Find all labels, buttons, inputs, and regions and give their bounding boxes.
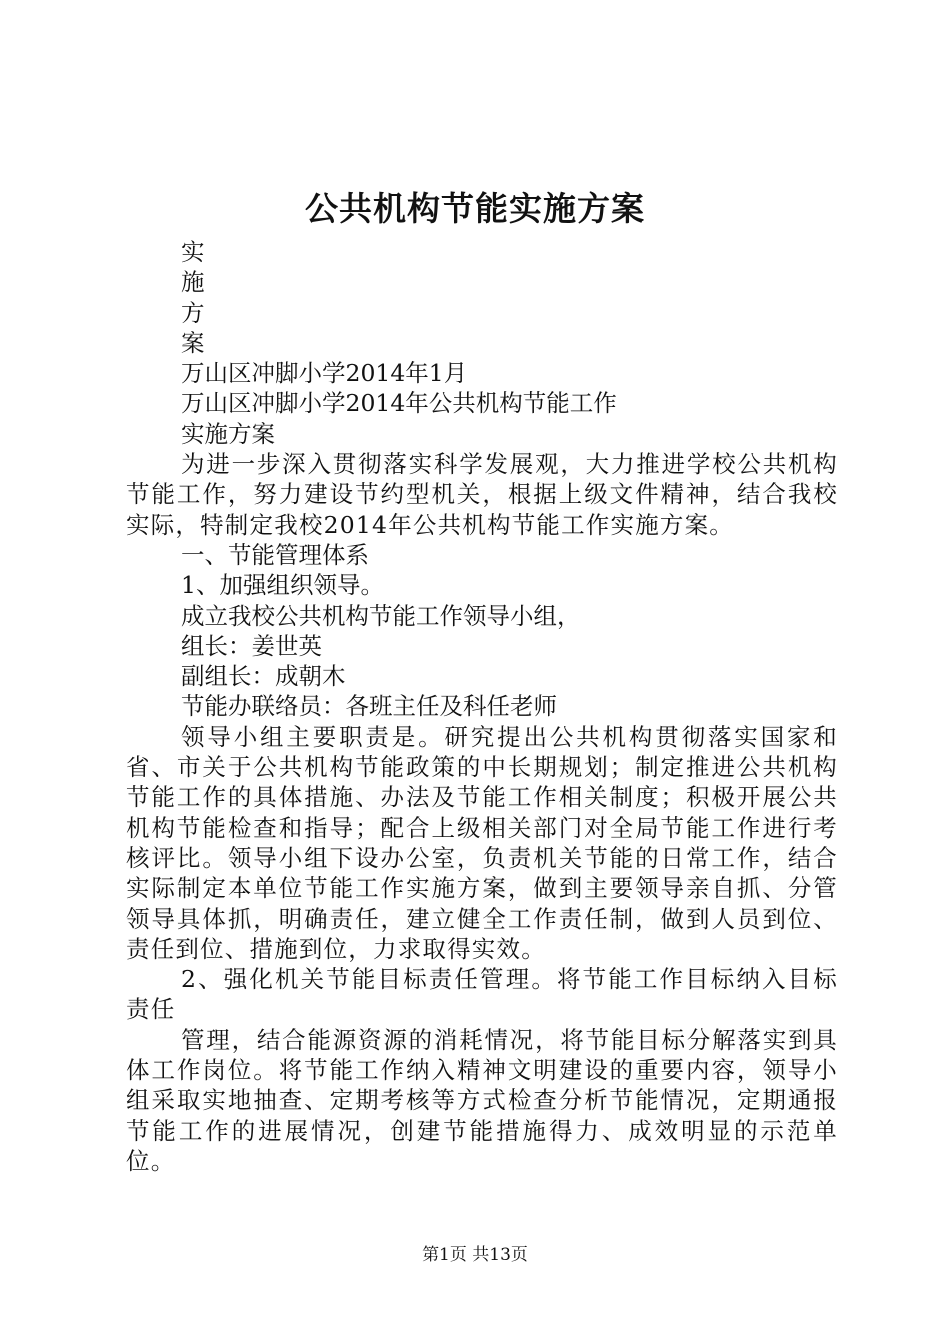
duties-paragraph: 领导小组主要职责是。研究提出公共机构贯彻落实国家和省、市关于公共机构节能政策的中长期规划；制定推进公共机构节能工作的具体措施、办法及节能工作相关制度；积极开展公共机构节能检查和指导；配合上级相关部门对全局节能工作进行考核评比。领导小组下设办公室，负责机关节能的日常工作，结合实际制定本单位节能工作实施方案，做到主要领导亲自抓、分管领导具体抓，明确责任，建立健全工作责任制，做到人员到位、责任到位、措施到位，力求取得实效。 [126,722,838,963]
cover-line-1: 实 [181,238,205,266]
document-title: 公共机构节能实施方案 [305,189,645,228]
section-heading: 一、节能管理体系 [181,540,369,569]
page-footer: 第1页 共13页 [422,1245,528,1265]
cover-line-2: 施 [181,268,205,297]
cover-subtitle-line-1: 万山区冲脚小学2014年公共机构节能工作 [181,389,617,418]
item-1-heading: 1、加强组织领导。 [181,571,384,600]
document-body [126,237,838,1176]
liaison-officer: 节能办联络员：各班主任及科任老师 [181,692,557,721]
cover-date-line: 万山区冲脚小学2014年1月 [181,359,468,388]
cover-line-3: 方 [181,298,205,327]
deputy-leader: 副组长：成朝木 [181,662,346,691]
cover-line-4: 案 [181,328,205,357]
cover-subtitle-line-2: 实施方案 [181,419,275,448]
management-paragraph: 管理，结合能源资源的消耗情况，将节能目标分解落实到具体工作岗位。将节能工作纳入精神文明建设的重要内容，领导小组采取实地抽查、定期考核等方式检查分析节能情况，定期通报节能工作的进展情况，创建节能措施得力、成效明显的示范单位。 [126,1025,838,1175]
group-leader: 组长：姜世英 [181,631,322,660]
group-intro: 成立我校公共机构节能工作领导小组， [181,601,581,630]
item-2-heading: 2、强化机关节能目标责任管理。将节能工作目标纳入目标责任 [126,965,838,1024]
intro-paragraph: 为进一步深入贯彻落实科学发展观，大力推进学校公共机构节能工作，努力建设节约型机关，根据上级文件精神，结合我校实际，特制定我校2014年公共机构节能工作实施方案。 [126,450,838,539]
